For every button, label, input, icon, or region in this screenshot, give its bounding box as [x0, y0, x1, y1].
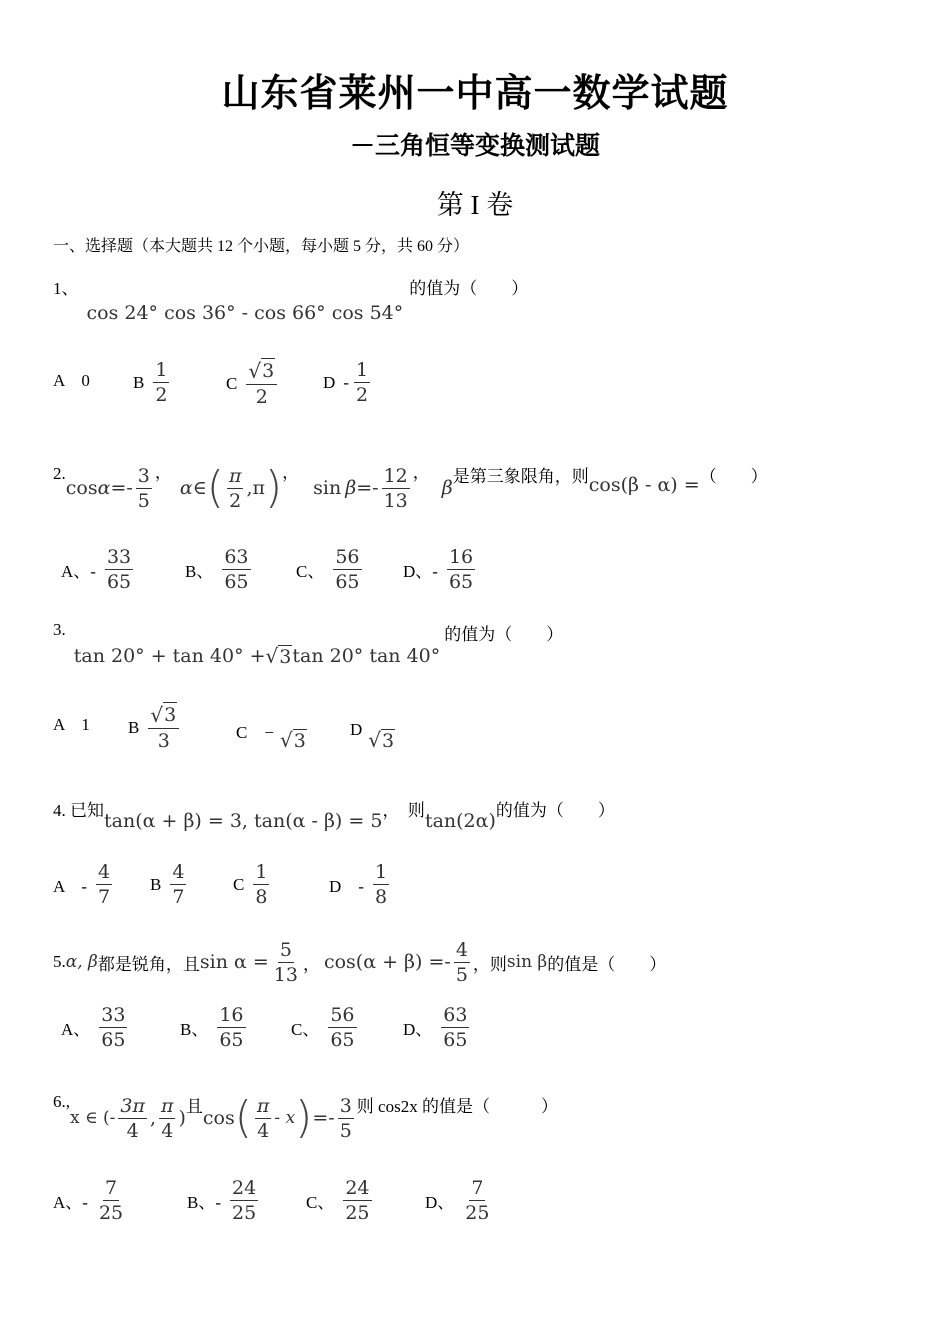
question-3: 3. tan 20° + tan 40° + √ 3 tan 20° tan 40° 的值为（ ）: [53, 620, 564, 668]
option-a: A 0: [53, 371, 90, 390]
question-number: 1、: [53, 279, 79, 298]
option-b-label: B: [150, 874, 162, 894]
option-d-label: D、: [403, 1020, 433, 1039]
question-3-options: A 1 B √ 3 3 C − √ 3 D √ 3: [53, 703, 395, 752]
option-c-label: C、: [291, 1020, 320, 1039]
question-5-options: A、 $\frac{33}{65}$ B、 $\frac{16}{65}$ C、 $\frac{56}{65}$ D、 $\frac{63}{65}$: [61, 1004, 468, 1051]
question-2: 2. cos α =- $\frac{3}{5}$ ， α∈ ( $\frac{\pi}{2}$ ,π ) ， sin β =- $\frac{12}{13}$ ， β 是第三象限角，则 cos(β - α) = （ ）: [53, 462, 768, 513]
option-d-fraction: $\frac{1}{2}$: [355, 359, 369, 406]
page-title: 山东省莱州一中高一数学试题: [221, 71, 729, 115]
option-b-label: B: [133, 372, 145, 392]
volume-heading: 第 I 卷: [436, 190, 514, 220]
option-b-label: B、-: [187, 1193, 221, 1212]
option-c-label: C、: [296, 562, 325, 581]
option-d-label: D: [323, 372, 336, 392]
question-number: 4. 已知: [53, 801, 104, 820]
question-tail: 的值为（ ）: [409, 279, 529, 298]
option-b-label: B、: [180, 1020, 209, 1039]
option-a-label: A、: [61, 1020, 91, 1039]
cos-alpha: cos: [65, 477, 98, 499]
page-subtitle: －三角恒等变换测试题: [349, 131, 600, 160]
question-number: 6.,: [53, 1092, 70, 1111]
section-heading: 一、选择题（本大题共 12 个小题，每小题 5 分，共 60 分）: [53, 238, 470, 255]
question-number: 3.: [53, 620, 66, 639]
option-b-fraction: $\frac{1}{2}$: [155, 359, 168, 406]
fraction-12-13: $\frac{12}{13}$: [383, 464, 408, 512]
question-4-options: A - $\frac{4}{7}$ B $\frac{4}{7}$ C $\frac{1}{8}$ D - $\frac{1}{8}$: [53, 861, 388, 908]
option-c-label: C: [233, 874, 245, 894]
option-c-label: C: [226, 373, 238, 393]
option-c-fraction: √ 3 2: [246, 358, 277, 409]
option-b-label: B: [128, 717, 140, 737]
option-a-label: A -: [53, 877, 87, 896]
question-number: 5.: [53, 952, 66, 971]
question-4: 4. 已知 tan(α + β) = 3, tan(α - β) = 5 ， 则 tan(2α) 的值为（ ）: [53, 796, 615, 832]
question-1: [53, 274, 528, 324]
interval-fraction: $\frac{\pi}{2}$: [228, 464, 242, 512]
question-2-options: A、- $\frac{33}{65}$ B、 $\frac{63}{65}$ C、 $\frac{56}{65}$ D、- $\frac{16}{65}$: [61, 546, 474, 593]
question-5: 5. α, β 都是锐角，且 sin α = $\frac{5}{13}$ ， cos(α + β) =- $\frac{4}{5}$ ，则 sin β 的值是（ ）: [53, 938, 667, 986]
option-b-label: B、: [185, 562, 214, 581]
option-c-label: C、: [306, 1193, 335, 1212]
option-d-label: D -: [329, 877, 364, 896]
question-6-options: A、- $\frac{7}{25}$ B、- $\frac{24}{25}$ C、 $\frac{24}{25}$ D、 $\frac{7}{25}$: [53, 1177, 490, 1224]
option-a-label: A、-: [53, 1193, 88, 1212]
question-number: 2.: [53, 464, 66, 483]
option-a-label: A、-: [61, 562, 96, 581]
option-a: A 1: [53, 715, 90, 734]
option-c-label: C −: [236, 722, 274, 742]
option-d-label: D: [350, 720, 363, 739]
question-6: 6., x ∈ (- $\frac{3\pi}{4}$ , $\frac{\pi}{4}$ ) 且 cos ( $\frac{\pi}{4}$ - x ) =- $\frac{3}{5}$ 则 cos2x 的值是（ ）: [53, 1092, 558, 1143]
option-d-label: D、-: [403, 562, 438, 581]
question-expression: cos 24° cos 36° - cos 66° cos 54°: [86, 302, 404, 324]
question-1-options: A 0 B $\frac{1}{2}$ C √ 3 2 D - $\frac{1}{2}$: [53, 359, 369, 408]
option-d-label: D、: [425, 1193, 455, 1212]
fraction-3-5: $\frac{3}{5}$: [137, 464, 150, 512]
